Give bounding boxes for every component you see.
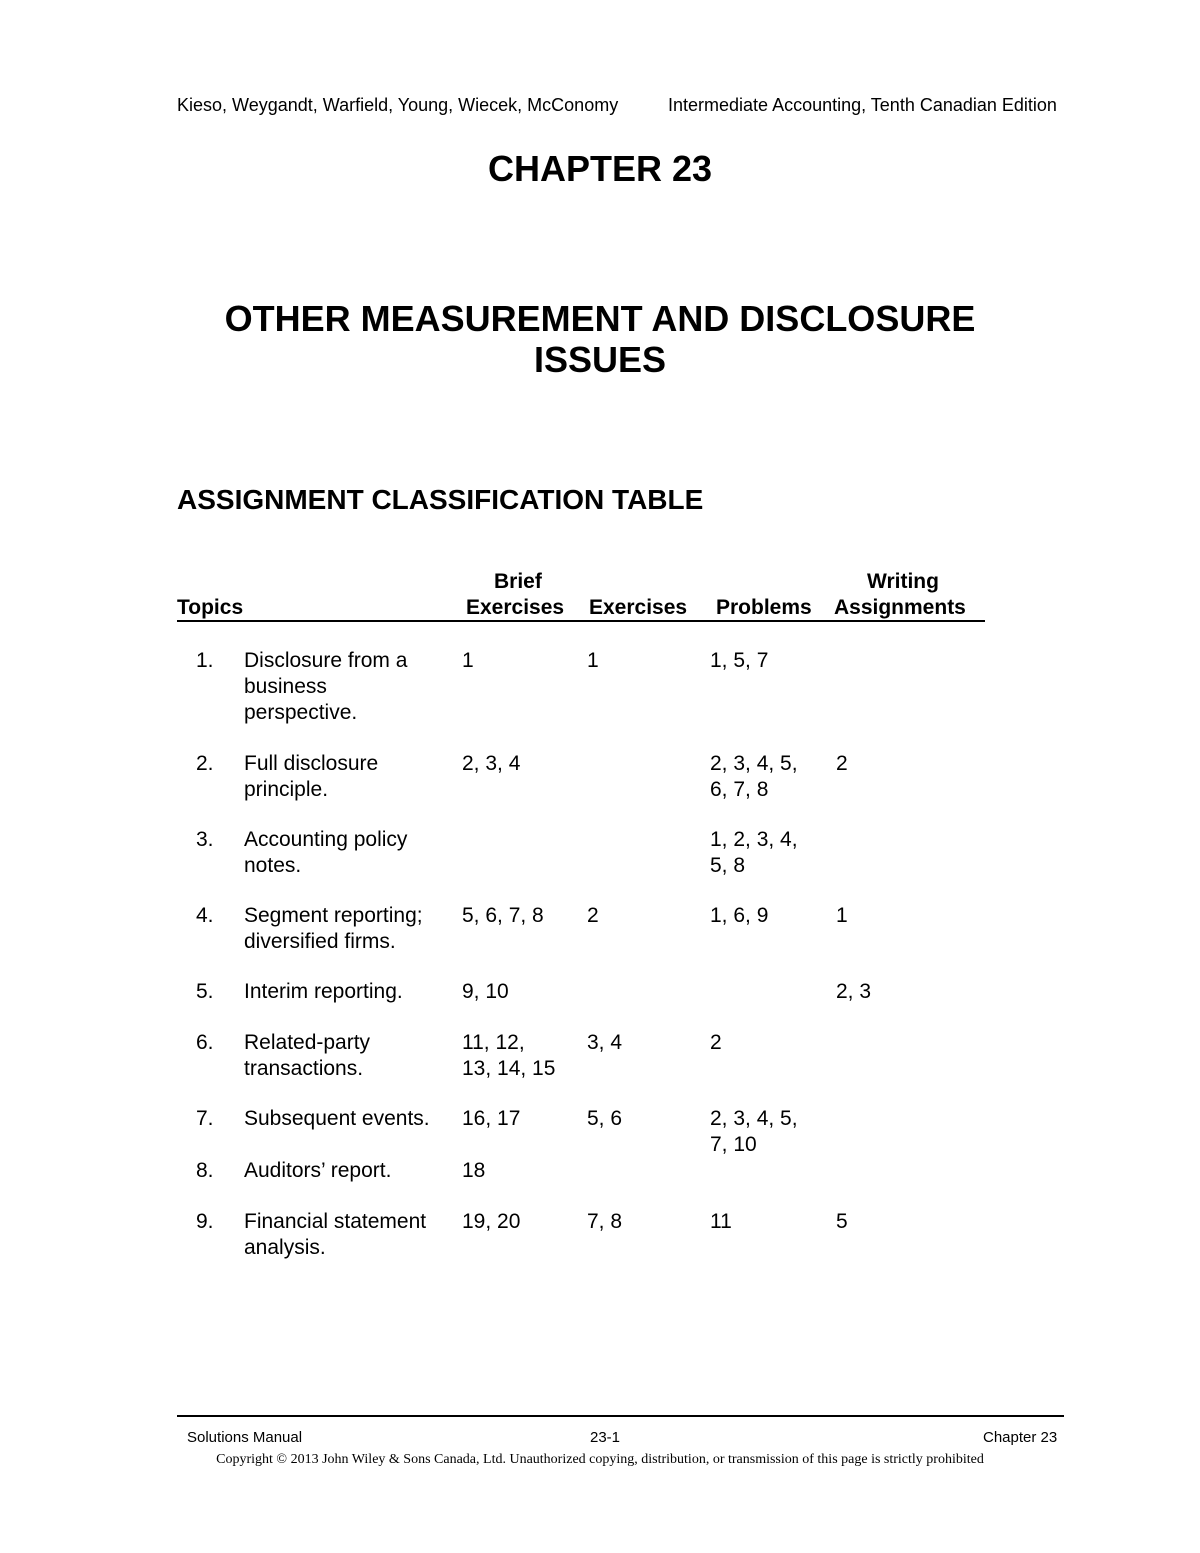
row-topic: Auditors’ report. [244,1159,392,1182]
footer-left: Solutions Manual [187,1429,303,1446]
row-topic: Accounting policy notes. [244,828,408,877]
page-number: 23-1 [590,1429,621,1446]
section-title: ASSIGNMENT CLASSIFICATION TABLE [177,484,704,515]
row-number: 7. [196,1107,214,1130]
header-rule [177,620,985,622]
col-header-problems: Problems [716,596,812,619]
row-problems: 2, 3, 4, 5, 6, 7, 8 [710,752,798,801]
row-number: 8. [196,1159,214,1182]
row-writing-assignments: 2, 3 [836,980,872,1003]
copyright-notice: Copyright © 2013 John Wiley & Sons Canada, Ltd. Unauthorized copying, distribution, or transmission of this page is strictly prohibited [216,1452,984,1467]
row-problems: 1, 6, 9 [710,904,769,927]
row-number: 9. [196,1210,214,1233]
row-exercises: 2 [587,904,599,927]
row-number: 2. [196,752,214,775]
footer-rule [177,1415,1064,1417]
col-header-writing-line1: Writing [867,570,939,593]
footer-right: Chapter 23 [983,1429,1058,1446]
row-problems: 11 [710,1210,732,1233]
row-topic: Full disclosure principle. [244,752,379,801]
row-topic: Related-party transactions. [244,1031,371,1080]
row-number: 3. [196,828,214,851]
row-topic: Disclosure from a business perspective. [244,649,408,724]
row-brief-exercises: 5, 6, 7, 8 [462,904,544,927]
row-number: 4. [196,904,214,927]
col-header-brief-line1: Brief [494,570,542,593]
col-header-brief-line2: Exercises [466,596,565,619]
col-header-topics: Topics [177,596,244,619]
row-problems: 1, 5, 7 [710,649,769,672]
row-exercises: 3, 4 [587,1031,623,1054]
row-number: 1. [196,649,214,672]
row-topic: Financial statement analysis. [244,1210,427,1259]
row-topic: Segment reporting; diversified firms. [244,904,423,953]
row-brief-exercises: 11, 12, 13, 14, 15 [462,1031,556,1080]
row-brief-exercises: 1 [462,649,474,672]
header-authors: Kieso, Weygandt, Warfield, Young, Wiecek, McConomy [177,95,619,115]
chapter-title: OTHER MEASUREMENT AND DISCLOSURE ISSUES [224,298,976,380]
col-header-writing-line2: Assignments [834,596,966,619]
row-brief-exercises: 9, 10 [462,980,509,1003]
row-brief-exercises: 16, 17 [462,1107,521,1130]
row-exercises: 1 [587,649,599,672]
row-number: 6. [196,1031,214,1054]
row-brief-exercises: 2, 3, 4 [462,752,521,775]
row-exercises: 7, 8 [587,1210,623,1233]
row-brief-exercises: 18 [462,1159,486,1182]
row-topic: Interim reporting. [244,980,403,1003]
row-number: 5. [196,980,214,1003]
col-header-exercises: Exercises [589,596,688,619]
row-writing-assignments: 1 [836,904,848,927]
row-problems: 2, 3, 4, 5, 7, 10 [710,1107,798,1156]
row-topic: Subsequent events. [244,1107,430,1130]
row-problems: 1, 2, 3, 4, 5, 8 [710,828,798,877]
chapter-heading: CHAPTER 23 [487,148,713,189]
row-problems: 2 [710,1031,722,1054]
header-book-title: Intermediate Accounting, Tenth Canadian Edition [668,95,1057,115]
row-writing-assignments: 5 [836,1210,848,1233]
row-brief-exercises: 19, 20 [462,1210,521,1233]
row-writing-assignments: 2 [836,752,848,775]
row-exercises: 5, 6 [587,1107,623,1130]
